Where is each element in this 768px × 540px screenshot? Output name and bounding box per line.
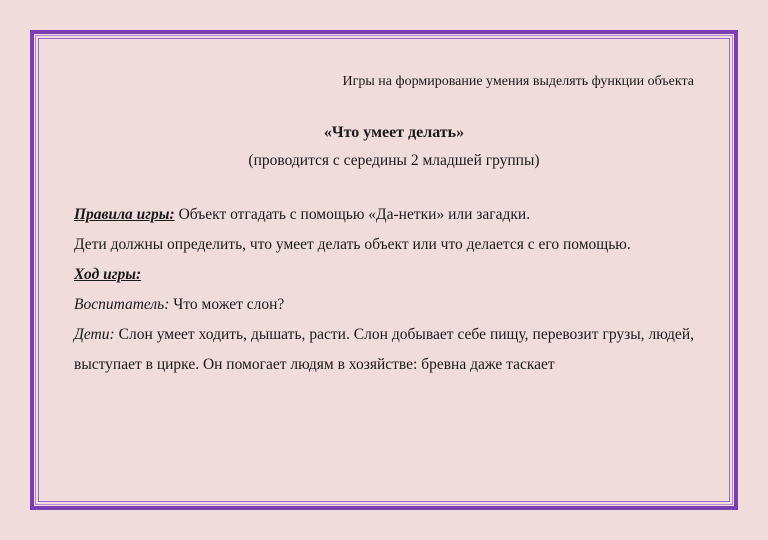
rules-description: Дети должны определить, что умеет делать объект или что делается с его помощью. bbox=[74, 236, 631, 253]
rules-text: Объект отгадать с помощью «Да-нетки» или загадки. bbox=[174, 206, 531, 223]
rules-paragraph bbox=[74, 200, 694, 230]
course-heading bbox=[74, 260, 694, 290]
children-text: Слон умеет ходить, дышать, расти. Слон добывает себе пищу, перевозит грузы, людей, выступает в цирке. Он помогает людям в хозяйстве: бревна даже таскает bbox=[74, 326, 694, 373]
rules-label: Правила игры: bbox=[74, 206, 175, 223]
document-body bbox=[74, 72, 694, 380]
document-subtitle: Игры на формирование умения выделять функции объекта bbox=[342, 74, 694, 89]
course-label: Ход игры: bbox=[74, 266, 142, 283]
game-age-note: (проводится с середины 2 младшей группы) bbox=[248, 152, 540, 169]
teacher-text: Что может слон? bbox=[169, 296, 285, 313]
children-label: Дети: bbox=[74, 326, 115, 343]
game-title: «Что умеет делать» bbox=[323, 124, 465, 141]
teacher-line bbox=[74, 290, 694, 320]
teacher-label: Воспитатель: bbox=[74, 296, 170, 313]
children-line bbox=[74, 320, 694, 380]
